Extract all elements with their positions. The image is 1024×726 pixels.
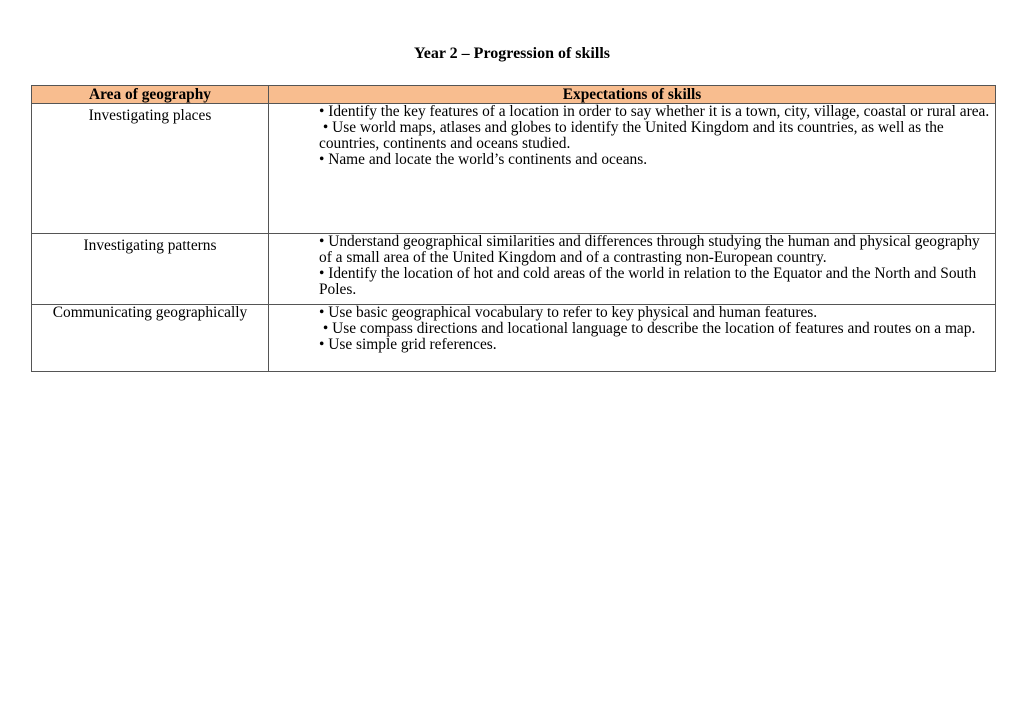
skill-item: • Identify the location of hot and cold areas of the world in relation to the Equator and the North and South Poles. (319, 265, 981, 298)
skill-item: • Use simple grid references. (319, 336, 497, 353)
table-row (32, 305, 996, 372)
skill-item: • Understand geographical similarities and differences through studying the human and physical geography of a small area of the United Kingdom and of a contrasting non-European country. (319, 233, 984, 266)
table-header-row (32, 86, 996, 104)
header-expectations-of-skills: Expectations of skills (269, 86, 996, 104)
skill-item: • Name and locate the world’s continents and oceans. (319, 151, 648, 168)
area-cell: Communicating geographically (32, 305, 269, 372)
skills-table (31, 85, 996, 372)
skill-item: • Use basic geographical vocabulary to refer to key physical and human features. (319, 304, 818, 321)
skills-cell (269, 104, 996, 234)
skill-item: • Use compass directions and locational language to describe the location of features and routes on a map. (319, 320, 976, 337)
skills-cell (269, 305, 996, 372)
area-cell: Investigating patterns (32, 234, 269, 305)
area-cell: Investigating places (32, 104, 269, 234)
document-title: Year 2 – Progression of skills (413, 45, 610, 62)
table-row (32, 234, 996, 305)
table-row (32, 104, 996, 234)
header-area-of-geography: Area of geography (32, 86, 269, 104)
skill-item: • Identify the key features of a location in order to say whether it is a town, city, village, coastal or rural area. (319, 103, 990, 120)
skills-cell (269, 234, 996, 305)
skill-item: • Use world maps, atlases and globes to identify the United Kingdom and its countries, as well as the countries, continents and oceans studied. (319, 119, 948, 152)
